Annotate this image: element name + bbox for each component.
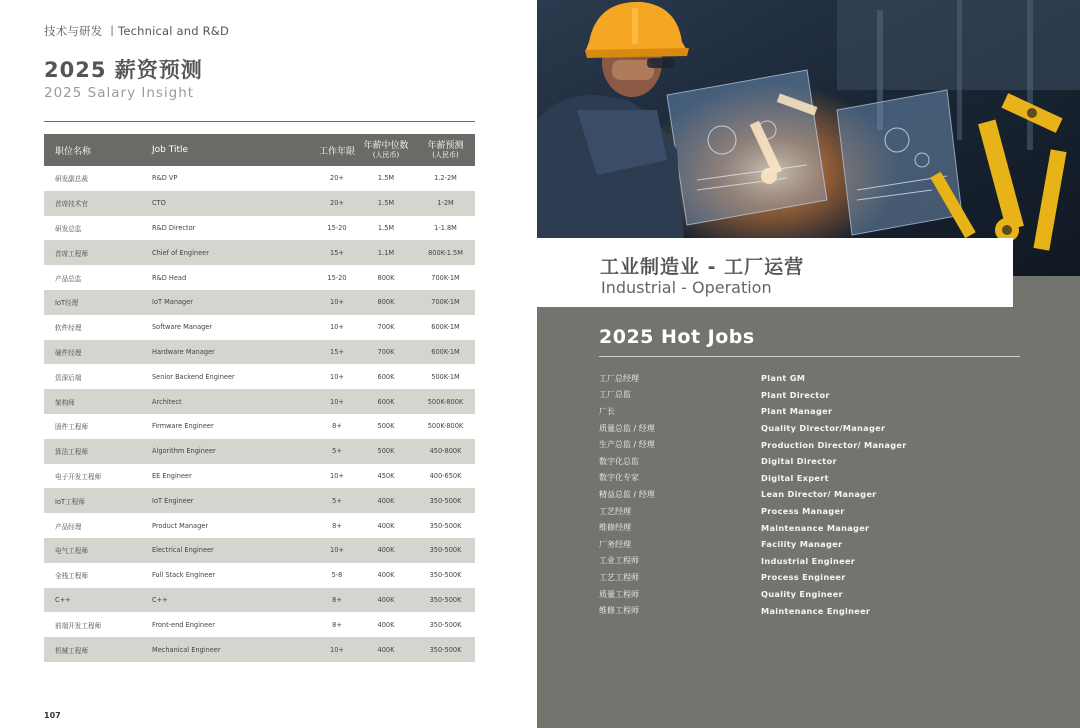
header-forecast-label: 年薪预测 xyxy=(427,140,464,151)
table-row xyxy=(44,216,475,241)
cell-forecast: 350-500K xyxy=(429,496,462,505)
cell-job-title: Electrical Engineer xyxy=(152,546,214,555)
cell-job-name-cn: 首席技术官 xyxy=(55,200,88,209)
cell-median: 800K xyxy=(377,273,395,282)
cell-years: 15+ xyxy=(330,248,344,257)
job-name-cn: 数字化专家 xyxy=(599,473,639,483)
cell-median: 700K xyxy=(377,323,395,332)
cell-job-name-cn: 软件经理 xyxy=(55,324,82,333)
cell-job-title: R&D VP xyxy=(152,174,178,183)
job-name-en: Facility Manager xyxy=(761,539,843,550)
cell-job-title: Senior Backend Engineer xyxy=(152,372,235,381)
list-item xyxy=(599,569,1019,586)
cell-forecast: 350-500K xyxy=(429,595,462,604)
job-name-cn: 维修工程师 xyxy=(599,606,639,616)
cell-years: 10+ xyxy=(330,645,344,654)
cell-job-title: IoT Manager xyxy=(152,298,194,307)
job-name-en: Quality Director/Manager xyxy=(761,423,886,434)
table-row xyxy=(44,464,475,489)
cell-job-title: Chief of Engineer xyxy=(152,248,209,257)
table-row xyxy=(44,389,475,414)
header-median-unit: (人民币) xyxy=(372,151,400,160)
job-name-cn: 工厂总经理 xyxy=(599,373,639,383)
cell-job-name-cn: IoT经理 xyxy=(55,299,79,308)
cell-forecast: 450-800K xyxy=(429,447,462,456)
cell-years: 5-8 xyxy=(331,571,343,580)
cell-forecast: 350-500K xyxy=(429,620,462,629)
table-row xyxy=(44,563,475,588)
hot-jobs-title: 2025 Hot Jobs xyxy=(599,326,755,348)
cell-median: 400K xyxy=(377,546,395,555)
cell-job-title: C++ xyxy=(152,595,168,604)
cell-job-name-cn: 产品总监 xyxy=(55,274,82,283)
cell-job-name-cn: 电子开发工程师 xyxy=(55,472,102,481)
job-name-en: Process Manager xyxy=(761,506,845,517)
page-title: 2025 薪资预测 xyxy=(44,58,203,82)
cell-job-title: Full Stack Engineer xyxy=(152,571,216,580)
job-name-en: Lean Director/ Manager xyxy=(761,489,877,500)
cell-median: 400K xyxy=(377,595,395,604)
cell-job-title: Front-end Engineer xyxy=(152,620,215,629)
table-row xyxy=(44,240,475,265)
cell-job-name-cn: C++ xyxy=(55,595,71,604)
list-item xyxy=(599,602,1019,619)
cell-forecast: 1-2M xyxy=(437,199,454,208)
cell-job-title: CTO xyxy=(152,199,166,208)
cell-forecast: 700K-1M xyxy=(431,273,460,282)
cell-job-name-cn: 固件工程师 xyxy=(55,423,88,432)
job-name-en: Plant Director xyxy=(761,389,830,400)
job-name-en: Plant Manager xyxy=(761,406,833,417)
job-name-cn: 质量总监 / 经理 xyxy=(599,423,655,433)
table-row xyxy=(44,612,475,637)
list-item xyxy=(599,503,1019,520)
cell-years: 5+ xyxy=(332,496,342,505)
cell-job-title: Hardware Manager xyxy=(152,347,215,356)
table-row xyxy=(44,315,475,340)
left-page xyxy=(0,0,537,728)
cell-median: 500K xyxy=(377,422,395,431)
cell-forecast: 800K-1.5M xyxy=(428,248,463,257)
cell-years: 8+ xyxy=(332,620,342,629)
cell-job-title: Software Manager xyxy=(152,323,213,332)
cell-job-name-cn: 全栈工程师 xyxy=(55,572,88,581)
header-years: 工作年限 xyxy=(318,146,355,157)
page-subtitle: 2025 Salary Insight xyxy=(44,85,195,101)
cell-job-title: R&D Director xyxy=(152,223,196,232)
job-name-cn: 维修经理 xyxy=(599,523,631,533)
cell-median: 400K xyxy=(377,571,395,580)
job-name-en: Digital Director xyxy=(761,456,837,467)
job-name-cn: 厂务经理 xyxy=(599,539,631,549)
cell-forecast: 350-500K xyxy=(429,521,462,530)
cell-years: 8+ xyxy=(332,521,342,530)
cell-median: 400K xyxy=(377,496,395,505)
job-name-cn: 工艺工程师 xyxy=(599,572,639,582)
cell-job-title: Firmware Engineer xyxy=(152,422,214,431)
cell-job-name-cn: 资深后端 xyxy=(55,373,82,382)
cell-job-title: EE Engineer xyxy=(152,471,192,480)
cell-forecast: 350-500K xyxy=(429,571,462,580)
job-name-cn: 厂长 xyxy=(599,406,615,416)
job-name-en: Process Engineer xyxy=(761,572,846,583)
cell-median: 450K xyxy=(377,471,395,480)
table-row xyxy=(44,191,475,216)
cell-job-name-cn: 机械工程师 xyxy=(55,646,88,655)
header-median xyxy=(356,141,416,159)
cell-years: 10+ xyxy=(330,298,344,307)
cell-job-name-cn: IoT工程师 xyxy=(55,497,85,506)
table-row xyxy=(44,488,475,513)
cell-forecast: 700K-1M xyxy=(431,298,460,307)
cell-median: 1.5M xyxy=(377,174,395,183)
engineer-factory-illustration xyxy=(537,0,1080,276)
job-name-en: Plant GM xyxy=(761,373,806,384)
cell-job-name-cn: 电气工程师 xyxy=(55,547,88,556)
hot-jobs-divider xyxy=(599,356,1020,357)
list-item xyxy=(599,453,1019,470)
cell-median: 1.5M xyxy=(377,223,395,232)
cell-job-name-cn: 算法工程师 xyxy=(55,448,88,457)
job-name-en: Maintenance Engineer xyxy=(761,605,871,616)
cell-job-title: IoT Engineer xyxy=(152,496,194,505)
right-page xyxy=(537,0,1080,728)
cell-years: 15-20 xyxy=(327,223,347,232)
cell-median: 1.1M xyxy=(377,248,395,257)
banner-title-cn: 工业制造业 - 工厂运营 xyxy=(600,256,805,278)
cell-median: 600K xyxy=(377,397,395,406)
cell-job-name-cn: 研发总监 xyxy=(55,224,82,233)
table-row xyxy=(44,513,475,538)
table-row xyxy=(44,538,475,563)
list-item xyxy=(599,486,1019,503)
list-item xyxy=(599,436,1019,453)
cell-forecast: 500K-800K xyxy=(427,422,464,431)
banner-title-en: Industrial - Operation xyxy=(601,278,772,297)
job-name-en: Digital Expert xyxy=(761,472,829,483)
cell-job-name-cn: 架构师 xyxy=(55,398,75,407)
cell-forecast: 500K-1M xyxy=(431,372,460,381)
cell-years: 10+ xyxy=(330,471,344,480)
cell-job-name-cn: 硬件经理 xyxy=(55,348,82,357)
job-name-en: Industrial Engineer xyxy=(761,555,856,566)
cell-median: 400K xyxy=(377,620,395,629)
list-item xyxy=(599,387,1019,404)
cell-years: 5+ xyxy=(332,447,342,456)
table-row xyxy=(44,340,475,365)
cell-job-title: Algorithm Engineer xyxy=(152,447,216,456)
cell-median: 400K xyxy=(377,645,395,654)
list-item xyxy=(599,403,1019,420)
list-item xyxy=(599,420,1019,437)
cell-years: 8+ xyxy=(332,422,342,431)
table-row xyxy=(44,364,475,389)
job-name-en: Production Director/ Manager xyxy=(761,439,907,450)
header-median-label: 年薪中位数 xyxy=(363,140,409,151)
page-number: 107 xyxy=(44,711,61,720)
cell-forecast: 1.2-2M xyxy=(434,174,457,183)
job-name-cn: 质量工程师 xyxy=(599,589,639,599)
cell-years: 20+ xyxy=(330,199,344,208)
header-forecast xyxy=(416,141,475,159)
cell-median: 600K xyxy=(377,372,395,381)
cell-median: 1.5M xyxy=(377,199,395,208)
cell-job-name-cn: 研发副总裁 xyxy=(55,175,88,184)
table-row xyxy=(44,637,475,662)
cell-years: 8+ xyxy=(332,595,342,604)
cell-job-title: Product Manager xyxy=(152,521,209,530)
job-name-cn: 工艺经理 xyxy=(599,506,631,516)
table-row xyxy=(44,439,475,464)
cell-years: 20+ xyxy=(330,174,344,183)
cell-median: 700K xyxy=(377,347,395,356)
list-item xyxy=(599,586,1019,603)
cell-years: 15-20 xyxy=(327,273,347,282)
table-row xyxy=(44,166,475,191)
title-divider xyxy=(44,121,475,122)
list-item xyxy=(599,519,1019,536)
cell-median: 500K xyxy=(377,447,395,456)
hero-photo xyxy=(537,0,1080,276)
cell-job-name-cn: 首席工程师 xyxy=(55,249,88,258)
header-job-title: Job Title xyxy=(152,145,189,155)
list-item xyxy=(599,536,1019,553)
cell-median: 800K xyxy=(377,298,395,307)
cell-forecast: 600K-1M xyxy=(431,323,460,332)
list-item xyxy=(599,370,1019,387)
cell-job-title: R&D Head xyxy=(152,273,187,282)
cell-forecast: 350-500K xyxy=(429,546,462,555)
cell-years: 10+ xyxy=(330,323,344,332)
cell-forecast: 500K-800K xyxy=(427,397,464,406)
cell-forecast: 350-500K xyxy=(429,645,462,654)
job-name-cn: 数字化总监 xyxy=(599,456,639,466)
industry-banner xyxy=(537,238,1013,307)
job-name-en: Maintenance Manager xyxy=(761,522,870,533)
job-name-cn: 精益总监 / 经理 xyxy=(599,489,655,499)
job-name-cn: 工厂总监 xyxy=(599,390,631,400)
cell-job-name-cn: 产品经理 xyxy=(55,522,82,531)
header-forecast-unit: (人民币) xyxy=(432,151,459,160)
cell-years: 15+ xyxy=(330,347,344,356)
cell-forecast: 600K-1M xyxy=(431,347,460,356)
section-label: 技术与研发 丨Technical and R&D xyxy=(44,24,230,38)
table-row xyxy=(44,414,475,439)
cell-years: 10+ xyxy=(330,546,344,555)
cell-years: 10+ xyxy=(330,397,344,406)
cell-job-name-cn: 前端开发工程师 xyxy=(55,621,102,630)
header-job-name-cn: 职位名称 xyxy=(55,146,92,157)
table-row xyxy=(44,588,475,613)
table-row xyxy=(44,290,475,315)
hot-jobs-list xyxy=(599,370,1019,619)
list-item xyxy=(599,470,1019,487)
cell-forecast: 400-650K xyxy=(429,471,462,480)
cell-median: 400K xyxy=(377,521,395,530)
cell-job-title: Mechanical Engineer xyxy=(152,645,221,654)
table-body xyxy=(44,166,475,662)
job-name-cn: 工业工程师 xyxy=(599,556,639,566)
cell-years: 10+ xyxy=(330,372,344,381)
table-header xyxy=(44,134,475,166)
table-row xyxy=(44,265,475,290)
cell-job-title: Architect xyxy=(152,397,182,406)
list-item xyxy=(599,553,1019,570)
job-name-en: Quality Engineer xyxy=(761,589,843,600)
job-name-cn: 生产总监 / 经理 xyxy=(599,440,655,450)
salary-table xyxy=(44,134,475,662)
cell-forecast: 1-1.8M xyxy=(434,223,457,232)
